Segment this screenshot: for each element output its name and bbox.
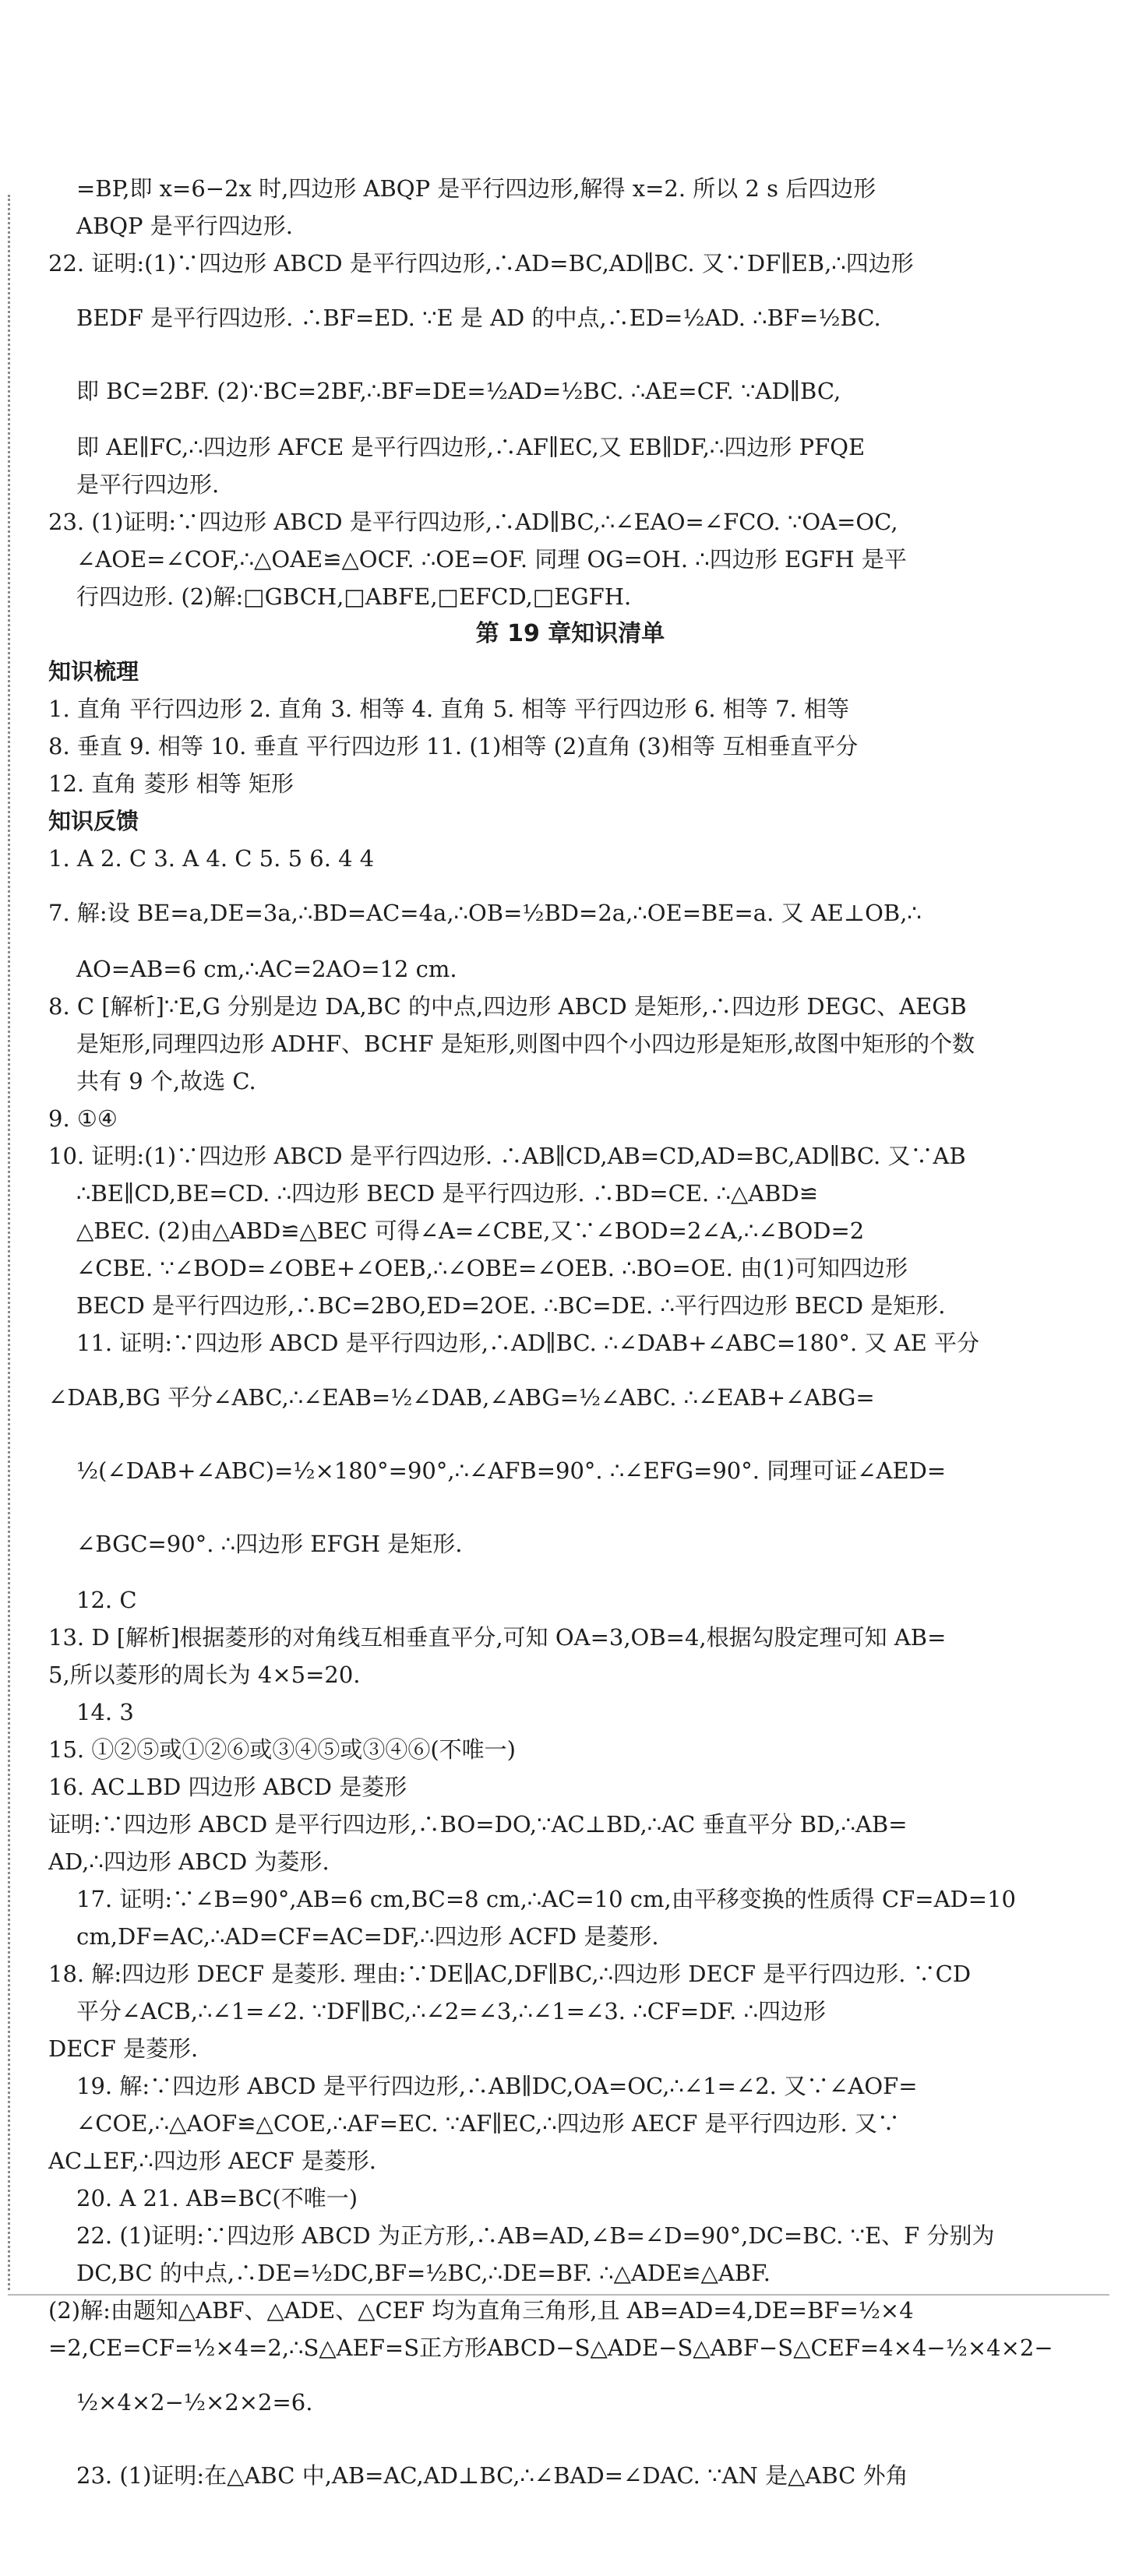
text-line: 7. 解:设 BE=a,DE=3a,∴BD=AC=4a,∴OB=½BD=2a,∴OE=BE=a. 又 AE⊥OB,∴ [48,900,922,926]
text-line: 证明:∵四边形 ABCD 是平行四边形,∴BO=DO,∵AC⊥BD,∴AC 垂直平分 BD,∴AB= [48,1811,908,1838]
text-line: 5,所以菱形的周长为 4×5=20. [48,1662,361,1688]
text-line: ABQP 是平行四边形. [76,213,293,239]
text-line: 19. 解:∵四边形 ABCD 是平行四边形,∴AB∥DC,OA=OC,∴∠1=∠2. 又∵∠AOF= [76,2073,918,2099]
text-line: 1. 直角 平行四边形 2. 直角 3. 相等 4. 直角 5. 相等 平行四边形 6. 相等 7. 相等 [48,696,849,722]
text-line: cm,DF=AC,∴AD=CF=AC=DF,∴四边形 ACFD 是菱形. [76,1923,659,1950]
text-line: AC⊥EF,∴四边形 AECF 是菱形. [48,2148,376,2174]
text-line: 8. C [解析]∵E,G 分别是边 DA,BC 的中点,四边形 ABCD 是矩形,∴四边形 DEGC、AEGB [48,993,967,1020]
text-line: ½(∠DAB+∠ABC)=½×180°=90°,∴∠AFB=90°. ∴∠EFG=90°. 同理可证∠AED= [76,1457,947,1484]
text-line: 行四边形. (2)解:□GBCH,□ABFE,□EFCD,□EGFH. [76,583,632,610]
text-line: 知识反馈 [48,808,139,834]
text-line: 13. D [解析]根据菱形的对角线互相垂直平分,可知 OA=3,OB=4,根据勾股定理可知 AB= [48,1624,947,1651]
text-line: 14. 3 [76,1699,134,1725]
text-line: 15. ①②⑤或①②⑥或③④⑤或③④⑥(不唯一) [48,1736,516,1763]
text-line: 10. 证明:(1)∵四边形 ABCD 是平行四边形. ∴AB∥CD,AB=CD,AD=BC,AD∥BC. 又∵AB [48,1143,966,1169]
text-line: (2)解:由题知△ABF、△ADE、△CEF 均为直角三角形,且 AB=AD=4,DE=BF=½×4 [48,2297,914,2324]
text-line: 22. (1)证明:∵四边形 ABCD 为正方形,∴AB=AD,∠B=∠D=90°,DC=BC. ∵E、F 分别为 [76,2222,995,2249]
text-line: ∠BGC=90°. ∴四边形 EFGH 是矩形. [76,1531,463,1557]
text-line: BECD 是平行四边形,∴BC=2BO,ED=2OE. ∴BC=DE. ∴平行四边形 BECD 是矩形. [76,1292,946,1319]
text-line: DC,BC 的中点,∴DE=½DC,BF=½BC,∴DE=BF. ∴△ADE≌△ABF. [76,2260,771,2286]
text-line: ∠DAB,BG 平分∠ABC,∴∠EAB=½∠DAB,∠ABG=½∠ABC. ∴∠EAB+∠ABG= [48,1384,875,1411]
text-line: ∠AOE=∠COF,∴△OAE≌△OCF. ∴OE=OF. 同理 OG=OH. ∴四边形 EGFH 是平 [76,546,907,573]
text-line: ½×4×2−½×2×2=6. [76,2389,313,2416]
text-line: =2,CE=CF=½×4=2,∴S△AEF=S正方形ABCD−S△ADE−S△ABF−S△CEF=4×4−½×4×2− [48,2335,1053,2361]
text-line: 18. 解:四边形 DECF 是菱形. 理由:∵DE∥AC,DF∥BC,∴四边形 DECF 是平行四边形. ∵CD [48,1961,972,1987]
text-line: 11. 证明:∵四边形 ABCD 是平行四边形,∴AD∥BC. ∴∠DAB+∠ABC=180°. 又 AE 平分 [76,1330,979,1356]
text-line: AO=AB=6 cm,∴AC=2AO=12 cm. [76,956,457,982]
text-line: 共有 9 个,故选 C. [76,1068,256,1094]
text-line: 12. 直角 菱形 相等 矩形 [48,770,294,797]
text-line: 20. A 21. AB=BC(不唯一) [76,2185,358,2211]
text-line: BEDF 是平行四边形. ∴BF=ED. ∵E 是 AD 的中点,∴ED=½AD. ∴BF=½BC. [76,305,881,331]
text-line: △BEC. (2)由△ABD≌△BEC 可得∠A=∠CBE,又∵∠BOD=2∠A,∴∠BOD=2 [76,1218,865,1244]
text-line: 23. (1)证明:在△ABC 中,AB=AC,AD⊥BC,∴∠BAD=∠DAC. ∵AN 是△ABC 外角 [76,2462,908,2489]
text-line: 即 AE∥FC,∴四边形 AFCE 是平行四边形,∴AF∥EC,又 EB∥DF,∴四边形 PFQE [76,434,866,460]
answer-text-body [48,171,1092,2514]
text-line: 23. (1)证明:∵四边形 ABCD 是平行四边形,∴AD∥BC,∴∠EAO=∠FCO. ∵OA=OC, [48,509,898,535]
text-line: 是平行四边形. [76,471,220,498]
text-line: 9. ①④ [48,1105,118,1132]
text-line: 17. 证明:∵∠B=90°,AB=6 cm,BC=8 cm,∴AC=10 cm,由平移变换的性质得 CF=AD=10 [76,1886,1016,1912]
text-line: 8. 垂直 9. 相等 10. 垂直 平行四边形 11. (1)相等 (2)直角 (3)相等 互相垂直平分 [48,733,859,759]
text-line: 16. AC⊥BD 四边形 ABCD 是菱形 [48,1774,407,1800]
text-line: 平分∠ACB,∴∠1=∠2. ∵DF∥BC,∴∠2=∠3,∴∠1=∠3. ∴CF=DF. ∴四边形 [76,1998,827,2025]
text-line: 是矩形,同理四边形 ADHF、BCHF 是矩形,则图中四个小四边形是矩形,故图中矩形的个数 [76,1031,975,1057]
text-line: 1. A 2. C 3. A 4. C 5. 5 6. 4 4 [48,845,375,872]
text-line: 即 BC=2BF. (2)∵BC=2BF,∴BF=DE=½AD=½BC. ∴AE=CF. ∵AD∥BC, [76,378,841,404]
text-line: ∠COE,∴△AOF≌△COE,∴AF=EC. ∵AF∥EC,∴四边形 AECF 是平行四边形. 又∵ [76,2110,900,2137]
binding-dotted-line [8,195,10,2290]
text-line: ∠CBE. ∵∠BOD=∠OBE+∠OEB,∴∠OBE=∠OEB. ∴BO=OE. 由(1)可知四边形 [76,1255,908,1281]
text-line: DECF 是菱形. [48,2035,199,2062]
bottom-rule [8,2294,1109,2296]
chapter-heading: 第 19 章知识清单 [475,620,665,647]
text-line: 12. C [76,1587,137,1613]
text-line: 知识梳理 [48,658,139,685]
text-line: ∴BE∥CD,BE=CD. ∴四边形 BECD 是平行四边形. ∴BD=CE. ∴△ABD≌ [76,1180,819,1207]
text-line: 22. 证明:(1)∵四边形 ABCD 是平行四边形,∴AD=BC,AD∥BC. 又∵DF∥EB,∴四边形 [48,250,914,277]
text-line: AD,∴四边形 ABCD 为菱形. [48,1848,330,1875]
text-line: =BP,即 x=6−2x 时,四边形 ABQP 是平行四边形,解得 x=2. 所以 2 s 后四边形 [76,175,876,202]
